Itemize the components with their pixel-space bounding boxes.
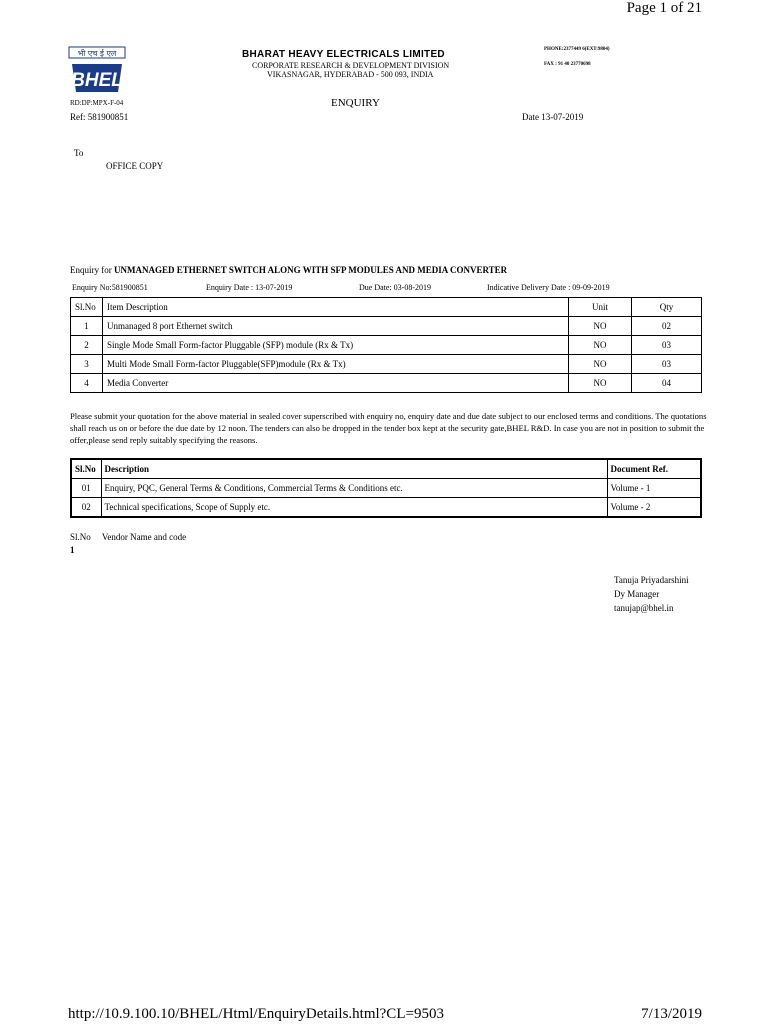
documents-table [70,458,702,518]
item-unit: NO [569,355,632,374]
table-row [71,374,702,393]
enquiry-number: Enquiry No:581900851 [72,283,148,292]
item-slno: 3 [71,355,103,374]
company-name: BHARAT HEAVY ELECTRICALS LIMITED [242,49,445,60]
item-qty: 03 [632,355,702,374]
form-code: RD:DP:MPX-F-04 [70,99,124,107]
vendor-slno-label: Sl.No [70,532,91,542]
header-document-ref: Document Ref. [607,459,701,479]
document-heading: ENQUIRY [331,97,380,109]
company-address: VIKASNAGAR, HYDERABAD - 500 093, INDIA [267,70,434,79]
documents-header-row [71,459,701,479]
item-qty: 04 [632,374,702,393]
table-row [71,498,701,518]
date-value: 13-07-2019 [541,112,584,122]
enquiry-date: Enquiry Date : 13-07-2019 [206,283,293,292]
header-slno: Sl.No [71,298,103,317]
due-date: Due Date: 03-08-2019 [359,283,431,292]
item-qty: 03 [632,336,702,355]
header-unit: Unit [569,298,632,317]
items-header-row [71,298,702,317]
logo-text: BHEL [71,70,123,91]
table-row [71,479,701,498]
item-unit: NO [569,336,632,355]
enquiry-subject: UNMANAGED ETHERNET SWITCH ALONG WITH SFP MODULES AND MEDIA CONVERTER [114,265,508,275]
item-unit: NO [569,317,632,336]
item-qty: 02 [632,317,702,336]
signatory-designation: Dy Manager [614,589,660,599]
item-slno: 1 [71,317,103,336]
vendor-number: 1 [70,545,75,555]
signatory-email: tanujap@bhel.in [614,603,674,613]
item-description: Single Mode Small Form-factor Pluggable (SFP) module (Rx & Tx) [103,336,569,355]
doc-description: Enquiry, PQC, General Terms & Conditions, Commercial Terms & Conditions etc. [101,479,607,498]
logo-hindi-text: भी एच ई एल [77,49,117,58]
reference [70,112,128,122]
signatory-name: Tanuja Priyadarshini [614,575,689,585]
item-slno: 4 [71,374,103,393]
vendor-header [70,532,186,542]
table-row [71,336,702,355]
bhel-logo [68,46,126,94]
vendor-name-label: Vendor Name and code [101,532,187,542]
footer-date: 7/13/2019 [641,1006,702,1022]
header-qty: Qty [632,298,702,317]
date-label: Date [522,112,539,122]
doc-ref: Volume - 1 [607,479,701,498]
header-slno: Sl.No [71,459,101,479]
table-row [71,355,702,374]
item-description: Media Converter [103,374,569,393]
enquiry-title [70,265,507,275]
phone-number: PHONE:2377449 6(EXT:9804) [544,47,610,52]
doc-description: Technical specifications, Scope of Supply etc. [101,498,607,518]
item-description: Multi Mode Small Form-factor Pluggable(SFP)module (Rx & Tx) [103,355,569,374]
ref-label: Ref: [70,112,86,122]
item-unit: NO [569,374,632,393]
doc-slno: 02 [71,498,101,518]
submission-note: Please submit your quotation for the above material in sealed cover superscribed with enquiry no, enquiry date and due date subject to our enclosed terms and conditions. The quotations shall reach us on or before the due date by 12 noon. The tenders can also be dropped in the tender box kept at the security gate,BHEL R&D. In case you are not in position to submit the offer,please send reply suitably specifying the reasons. [70,411,707,445]
table-row [71,317,702,336]
items-table [70,297,702,393]
item-description: Unmanaged 8 port Ethernet switch [103,317,569,336]
ref-value: 581900851 [87,112,129,122]
header-item-description: Item Description [103,298,569,317]
document-date [522,112,583,122]
doc-ref: Volume - 2 [607,498,701,518]
fax-number: FAX : 91 40 23770698 [544,62,591,67]
to-label: To [74,148,84,158]
page-number: Page 1 of 21 [626,0,702,16]
division-name: CORPORATE RESEARCH & DEVELOPMENT DIVISION [252,61,450,70]
header-description: Description [101,459,607,479]
delivery-date: Indicative Delivery Date : 09-09-2019 [487,283,610,292]
item-slno: 2 [71,336,103,355]
doc-slno: 01 [71,479,101,498]
addressee-name: OFFICE COPY [106,161,164,171]
enquiry-prefix: Enquiry for [70,265,112,275]
footer-url: http://10.9.100.10/BHEL/Html/EnquiryDetails.html?CL=9503 [68,1006,444,1022]
